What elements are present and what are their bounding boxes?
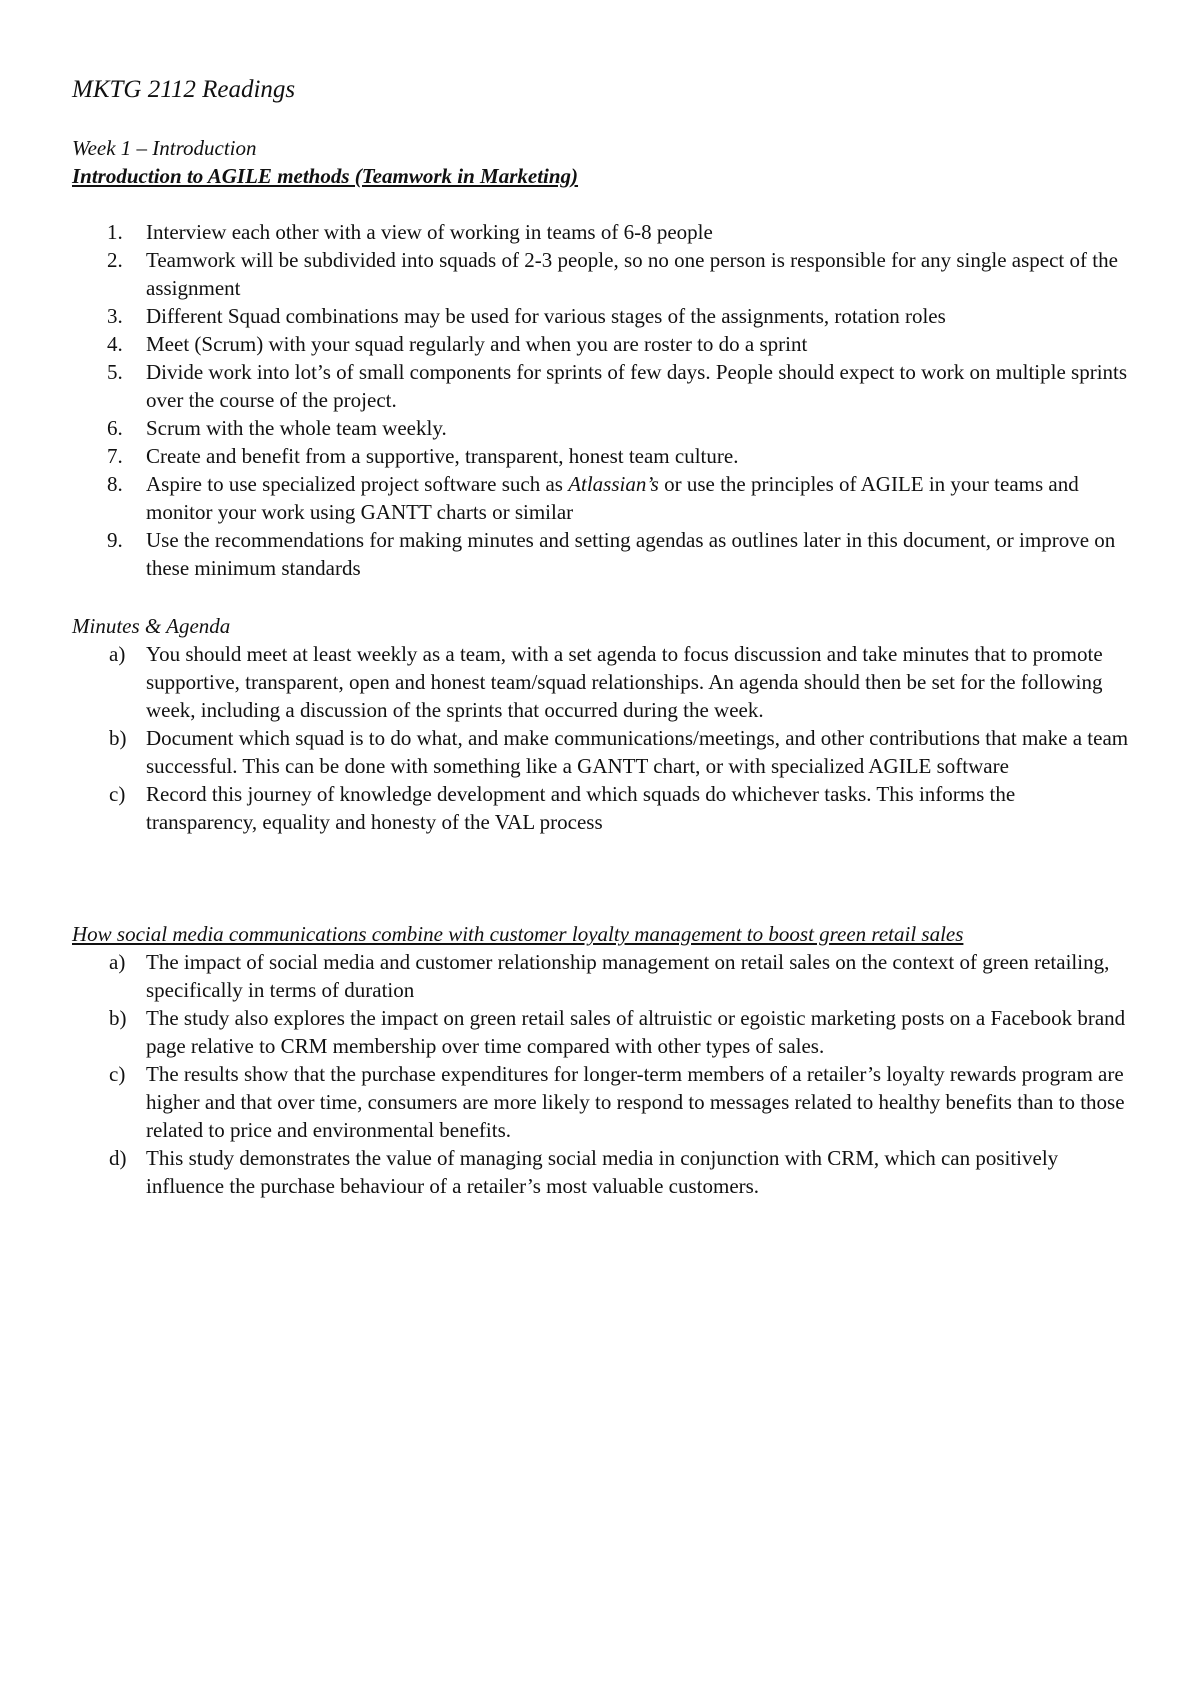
list-item [0, 330, 1200, 358]
list-item [0, 218, 1200, 246]
list-marker: 4. [107, 332, 123, 356]
list-marker: 9. [107, 528, 123, 552]
list-item-text-after: or use the principles of AGILE in your teams and monitor your work using GANTT charts or similar [146, 472, 1079, 524]
list-item [0, 414, 1200, 442]
list-marker: 3. [107, 304, 123, 328]
list-marker: 1. [107, 220, 123, 244]
list-marker: a) [109, 642, 126, 666]
list-item-text: Teamwork will be subdivided into squads of 2-3 people, so no one person is responsible for any single aspect of the assignment [146, 248, 1118, 300]
list-item [0, 1060, 1200, 1144]
list-item [0, 358, 1200, 414]
list-item-text: The impact of social media and customer relationship management on retail sales on the context of green retailing, specifically in terms of duration [146, 950, 1110, 1002]
list-marker: 6. [107, 416, 123, 440]
list-marker: c) [109, 782, 126, 806]
list-item-text-italic: Atlassian’s [568, 472, 659, 496]
intro-section-heading: Introduction to AGILE methods (Teamwork in Marketing) [72, 164, 579, 188]
list-item-text: Different Squad combinations may be used for various stages of the assignments, rotation roles [146, 304, 946, 328]
list-item [0, 470, 1200, 526]
list-item [0, 640, 1200, 724]
list-item [0, 948, 1200, 1004]
list-item-text: The results show that the purchase expenditures for longer-term members of a retailer’s loyalty rewards program are higher and that over time, consumers are more likely to respond to messages related to healthy benefits than to those related to price and environmental benefits. [146, 1062, 1125, 1142]
list-item [0, 780, 1200, 836]
list-item-text: Use the recommendations for making minutes and setting agendas as outlines later in this document, or improve on these minimum standards [146, 528, 1116, 580]
minutes-lettered-list [0, 640, 1200, 836]
list-item-text: Interview each other with a view of working in teams of 6-8 people [146, 220, 713, 244]
list-marker: 7. [107, 444, 123, 468]
week-heading: Week 1 – Introduction [72, 136, 257, 160]
minutes-section-heading: Minutes & Agenda [72, 614, 231, 638]
list-marker: b) [109, 726, 127, 750]
list-item-text: Scrum with the whole team weekly. [146, 416, 447, 440]
list-marker: 5. [107, 360, 123, 384]
list-marker: c) [109, 1062, 126, 1086]
list-marker: d) [109, 1146, 127, 1170]
list-item-text: Create and benefit from a supportive, transparent, honest team culture. [146, 444, 739, 468]
list-marker: 8. [107, 472, 123, 496]
list-item-text-before: Aspire to use specialized project software such as [146, 472, 569, 496]
document-title: MKTG 2112 Readings [72, 76, 296, 103]
list-item [0, 246, 1200, 302]
list-marker: 2. [107, 248, 123, 272]
social-section-heading: How social media communications combine with customer loyalty management to boost green retail sales [72, 922, 964, 946]
list-item-text: You should meet at least weekly as a team, with a set agenda to focus discussion and take minutes that to promote supportive, transparent, open and honest team/squad relationships. An agenda should then be set for the following week, including a discussion of the sprints that occurred during the week. [146, 642, 1103, 722]
list-item-text: The study also explores the impact on green retail sales of altruistic or egoistic marketing posts on a Facebook brand page relative to CRM membership over time compared with other types of sales. [146, 1006, 1126, 1058]
list-item-text: This study demonstrates the value of managing social media in conjunction with CRM, which can positively influence the purchase behaviour of a retailer’s most valuable customers. [146, 1146, 1059, 1198]
social-lettered-list [0, 948, 1200, 1200]
list-item-text: Meet (Scrum) with your squad regularly and when you are roster to do a sprint [146, 332, 808, 356]
list-item [0, 442, 1200, 470]
list-item [0, 302, 1200, 330]
list-item-text: Document which squad is to do what, and make communications/meetings, and other contributions that make a team successful. This can be done with something like a GANTT chart, or with specialized AGILE software [146, 726, 1129, 778]
list-item [0, 724, 1200, 780]
list-item-text: Divide work into lot’s of small components for sprints of few days. People should expect to work on multiple sprints over the course of the project. [146, 360, 1128, 412]
list-item-text: Record this journey of knowledge development and which squads do whichever tasks. This informs the transparency, equality and honesty of the VAL process [146, 782, 1016, 834]
list-item [0, 526, 1200, 582]
list-item [0, 1004, 1200, 1060]
list-marker: a) [109, 950, 126, 974]
list-item [0, 1144, 1200, 1200]
intro-numbered-list [0, 218, 1200, 582]
list-marker: b) [109, 1006, 127, 1030]
